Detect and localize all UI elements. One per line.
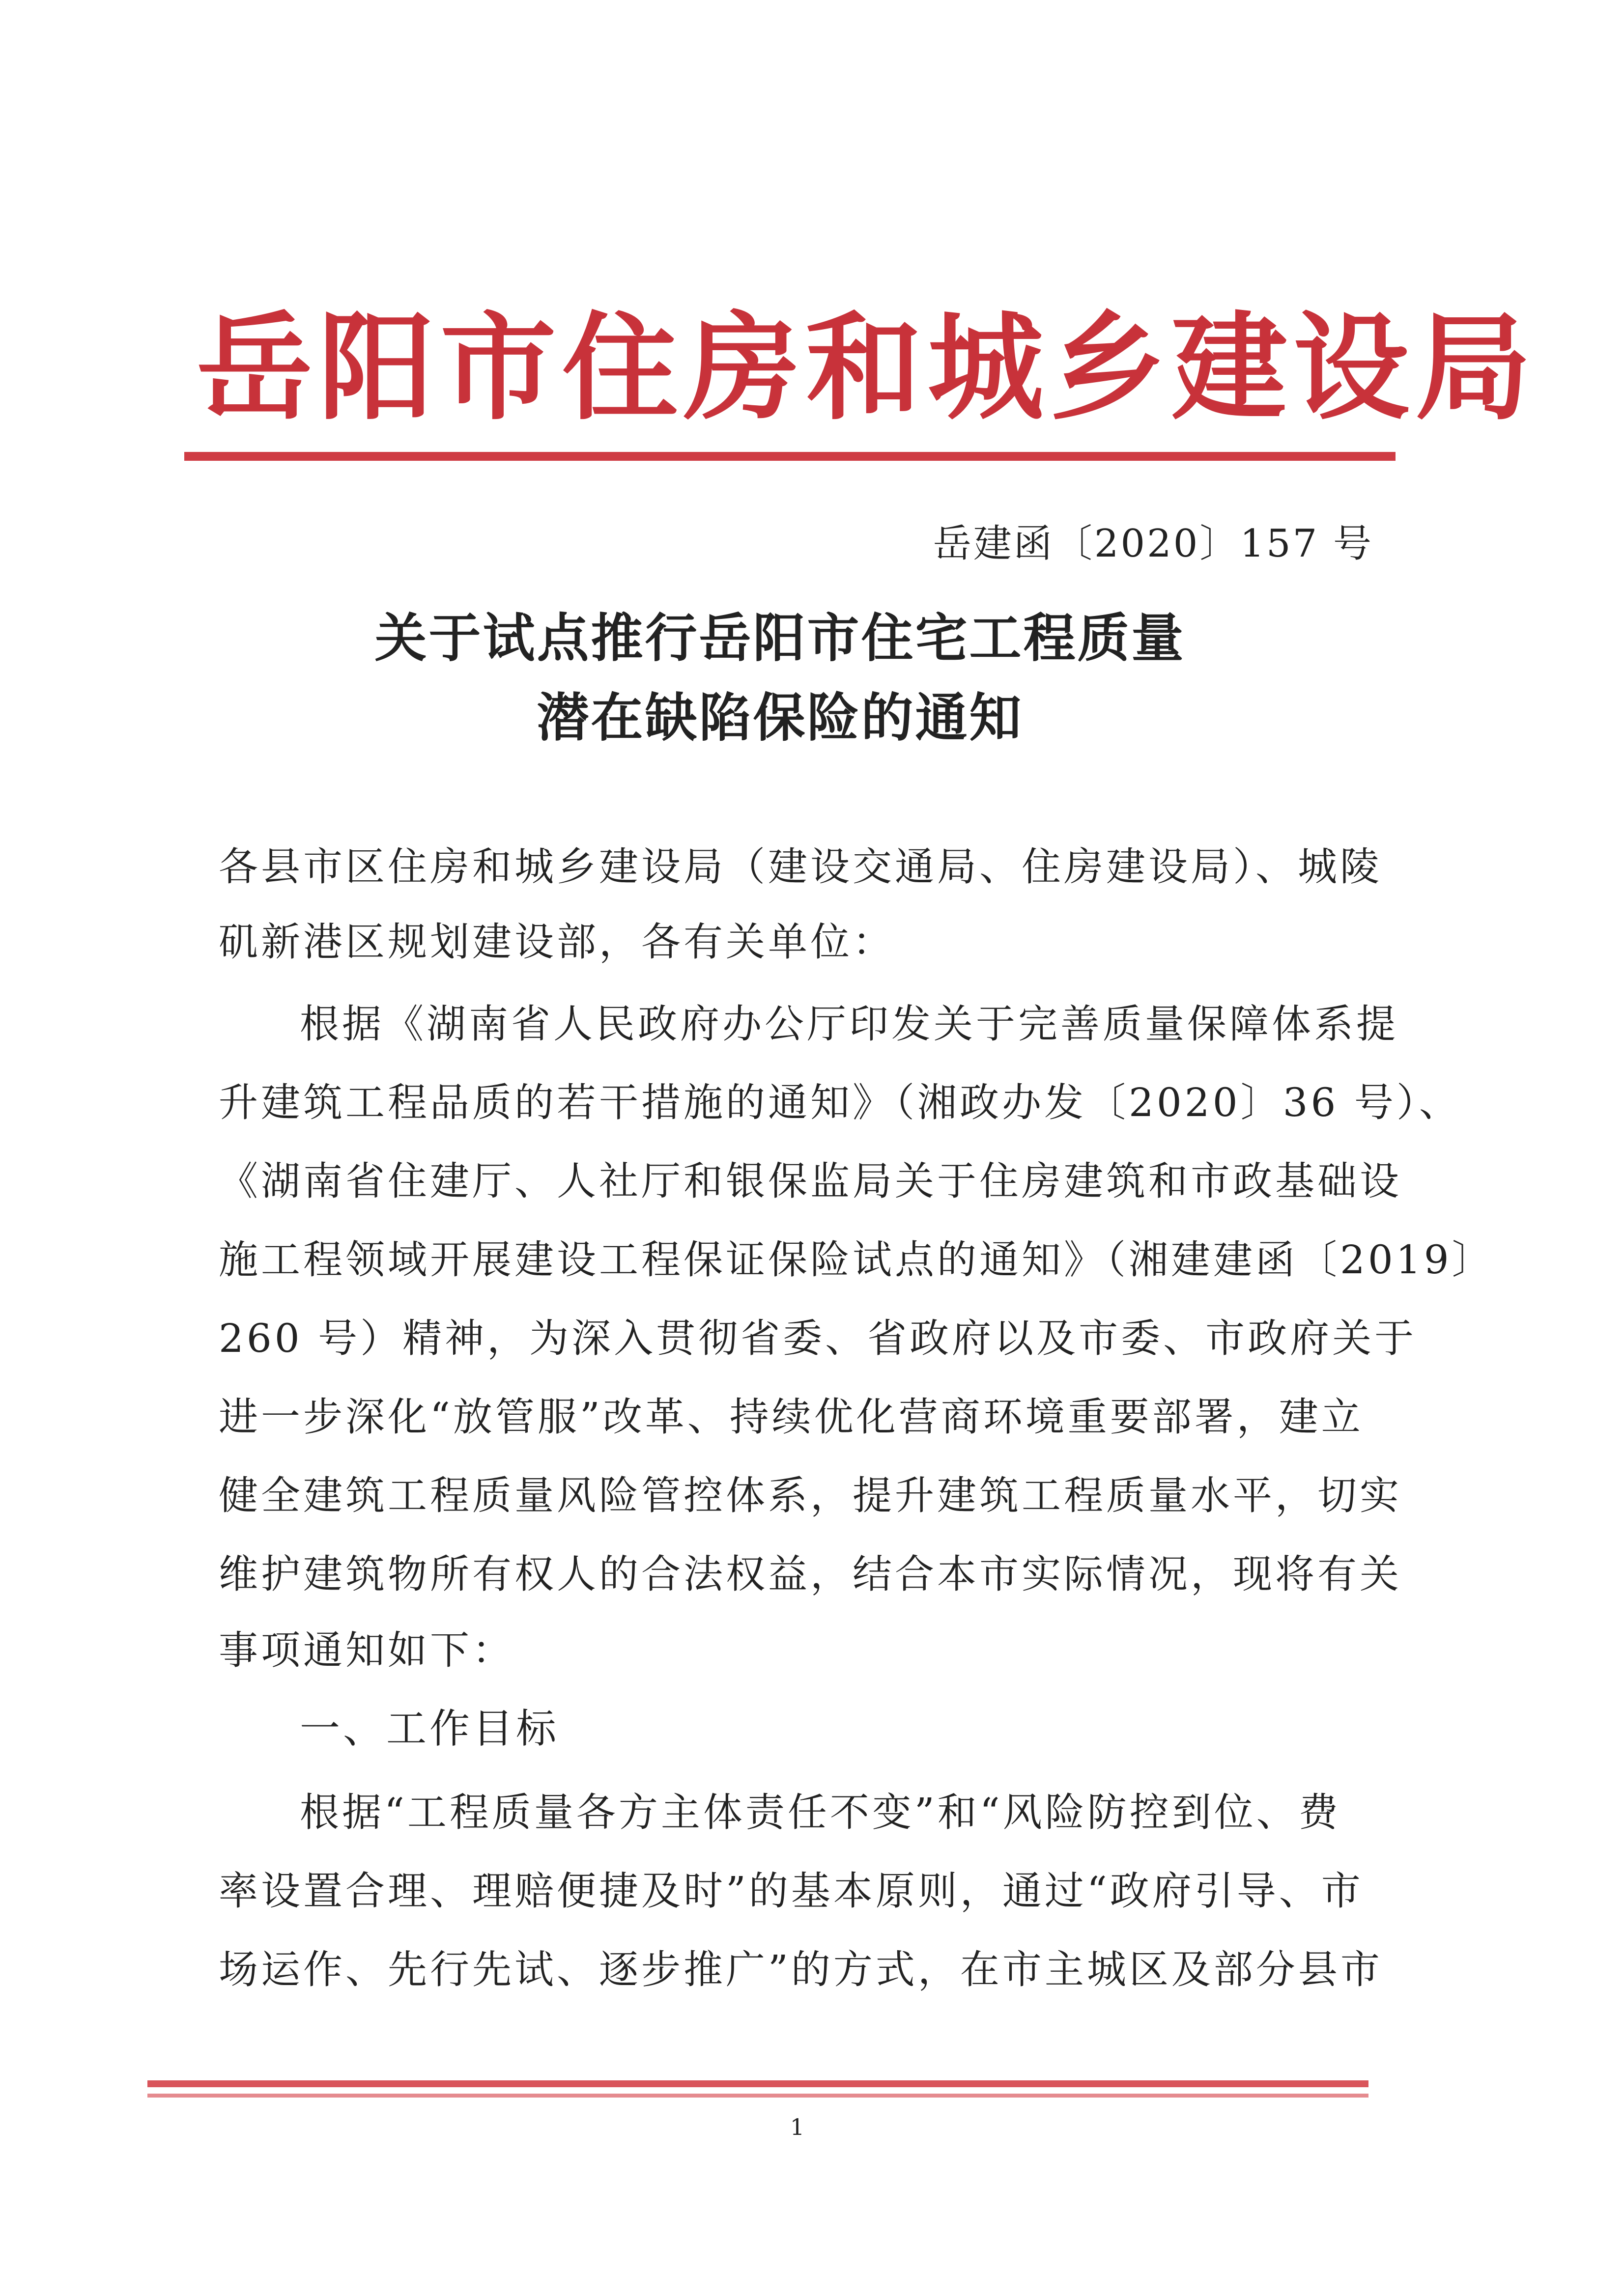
body-text-line: 率设置合理、理赔便捷及时”的基本原则，通过“政府引导、市	[219, 1868, 1364, 1914]
body-text-line: 《湖南省住建厅、人社厅和银保监局关于住房建筑和市政基础设	[219, 1158, 1402, 1204]
document-title-line-2: 潜在缺陷保险的通知	[537, 688, 1024, 748]
letterhead-red-rule	[184, 452, 1396, 461]
footer-red-rule-thin	[147, 2094, 1368, 2098]
section-heading: 一、工作目标	[300, 1706, 560, 1752]
body-text-line: 260 号）精神，为深入贯彻省委、省政府以及市委、市政府关于	[219, 1316, 1417, 1361]
body-text-line: 根据“工程质量各方主体责任不变”和“风险防控到位、费	[300, 1790, 1341, 1835]
footer-red-rule	[147, 2080, 1368, 2087]
addressee-line-1: 各县市区住房和城乡建设局（建设交通局、住房建设局）、城陵	[219, 844, 1382, 890]
body-text-line: 场运作、先行先试、逐步推广”的方式，在市主城区及部分县市	[219, 1947, 1383, 1992]
body-text-line: 健全建筑工程质量风险管控体系，提升建筑工程质量水平，切实	[219, 1473, 1402, 1518]
document-title-line-1: 关于试点推行岳阳市住宅工程质量	[374, 608, 1186, 669]
body-text-line: 维护建筑物所有权人的合法权益，结合本市实际情况，现将有关	[219, 1551, 1402, 1597]
body-text-line: 事项通知如下：	[219, 1627, 514, 1673]
body-text-line: 施工程领域开展建设工程保证保险试点的通知》（湘建建函〔2019〕	[219, 1237, 1494, 1283]
document-number: 岳建函〔2020〕157 号	[933, 522, 1373, 566]
addressee-line-2: 矶新港区规划建设部，各有关单位：	[219, 919, 895, 965]
agency-letterhead: 岳阳市住房和城乡建设局	[197, 301, 1538, 436]
body-text-line: 升建筑工程品质的若干措施的通知》（湘政办发〔2020〕36 号）、	[219, 1080, 1461, 1125]
body-text-line: 根据《湖南省人民政府办公厅印发关于完善质量保障体系提	[300, 1001, 1398, 1047]
body-text-line: 进一步深化“放管服”改革、持续优化营商环境重要部署，建立	[219, 1394, 1364, 1440]
page-number: 1	[790, 2114, 805, 2140]
